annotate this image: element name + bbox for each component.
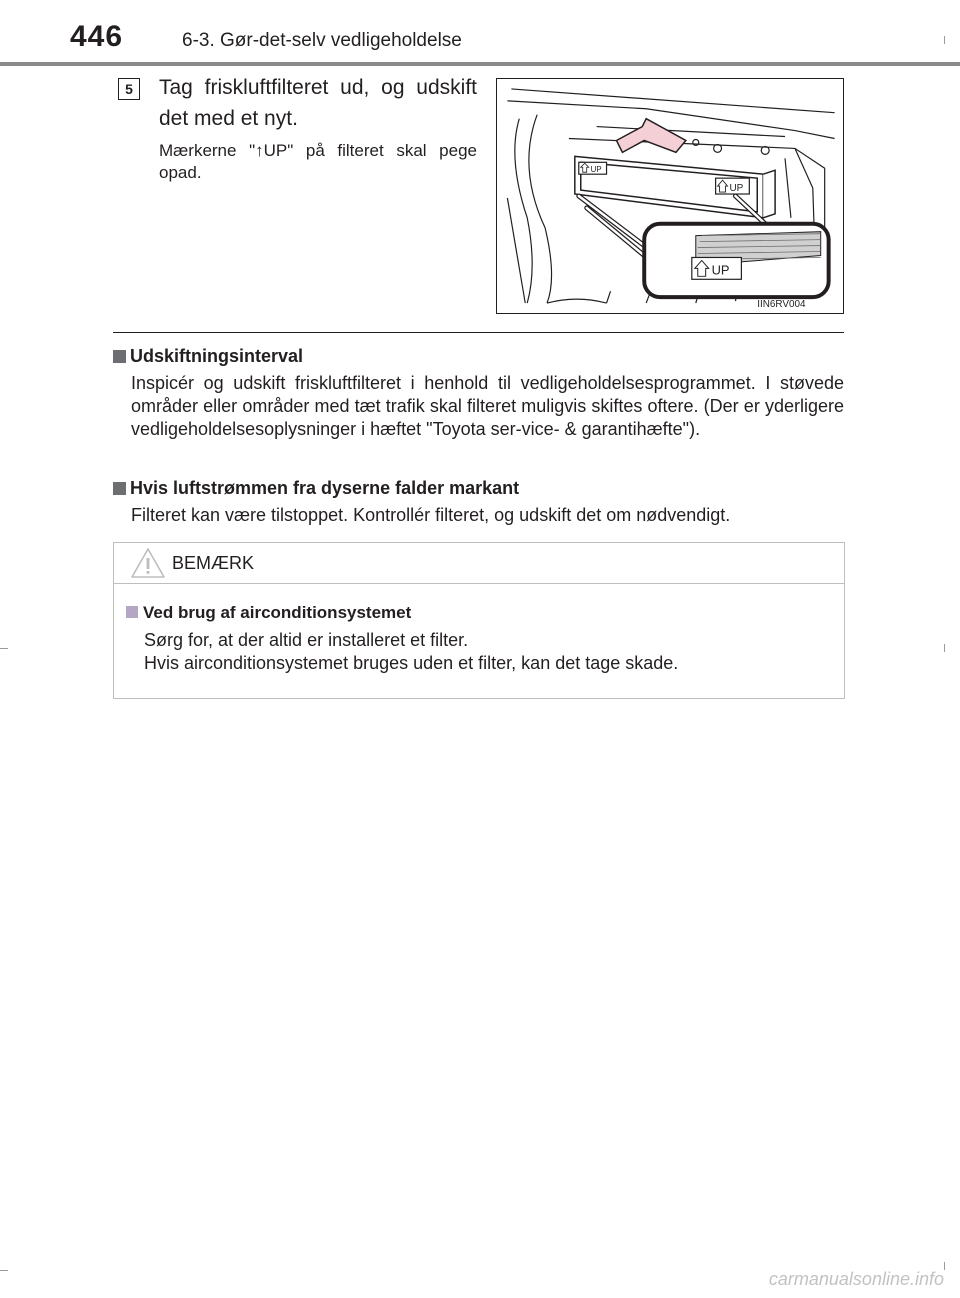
crop-mark <box>944 36 945 44</box>
header-rule <box>0 62 960 66</box>
square-bullet-icon <box>113 482 126 495</box>
notice-box <box>113 542 845 699</box>
section-body-airflow: Filteret kan være tilstoppet. Kontrollér filteret, og udskift det om nødvendigt. <box>131 505 731 525</box>
step-number-box: 5 <box>118 78 140 100</box>
section-heading-airflow <box>113 478 519 499</box>
section-heading-text: Udskiftningsinterval <box>130 346 304 366</box>
crop-mark <box>0 648 8 649</box>
up-label-zoom: UP <box>711 262 730 278</box>
up-label-small: UP <box>590 165 602 175</box>
section-title: 6-3. Gør-det-selv vedligeholdelse <box>182 30 462 51</box>
footer-watermark: carmanualsonline.info <box>768 1269 944 1289</box>
notice-subheading <box>126 603 411 623</box>
step-note: Mærkerne "↑UP" på filteret skal pege opad. <box>159 141 477 182</box>
figure-code: IIN6RV004 <box>757 299 806 311</box>
section-body-interval: Inspicér og udskift friskluftfilteret i henhold til vedligeholdelsesprogrammet. I støvede områder eller områder med tæt trafik skal filteret muligvis skiftes oftere. (Der er yderligere vedligeholdelsesoplysninger i hæftet "Toyota ser-vice- & garantihæfte"). <box>131 373 844 439</box>
up-label-right: UP <box>729 183 744 195</box>
section-heading-interval <box>113 346 303 367</box>
warning-triangle-icon <box>130 546 166 580</box>
crop-mark <box>0 1270 8 1271</box>
square-bullet-icon <box>126 606 138 618</box>
square-bullet-icon <box>113 350 126 363</box>
crop-mark <box>944 1262 945 1270</box>
section-heading-text: Hvis luftstrømmen fra dyserne falder markant <box>130 478 520 498</box>
filter-illustration-drawing <box>497 79 843 313</box>
crop-mark <box>944 644 945 652</box>
notice-line: Sørg for, at der altid er installeret et filter. <box>144 630 469 650</box>
notice-line: Hvis airconditionsystemet bruges uden et filter, kan det tage skade. <box>144 653 679 673</box>
step-title: Tag friskluftfilteret ud, og udskift det med et nyt. <box>159 76 477 130</box>
page-number: 446 <box>70 20 124 53</box>
notice-header <box>114 543 844 584</box>
notice-body <box>144 629 678 675</box>
notice-subheading-text: Ved brug af airconditionsystemet <box>143 603 412 622</box>
filter-illustration <box>496 78 844 314</box>
section-divider <box>113 332 844 333</box>
notice-title: BEMÆRK <box>172 553 255 573</box>
